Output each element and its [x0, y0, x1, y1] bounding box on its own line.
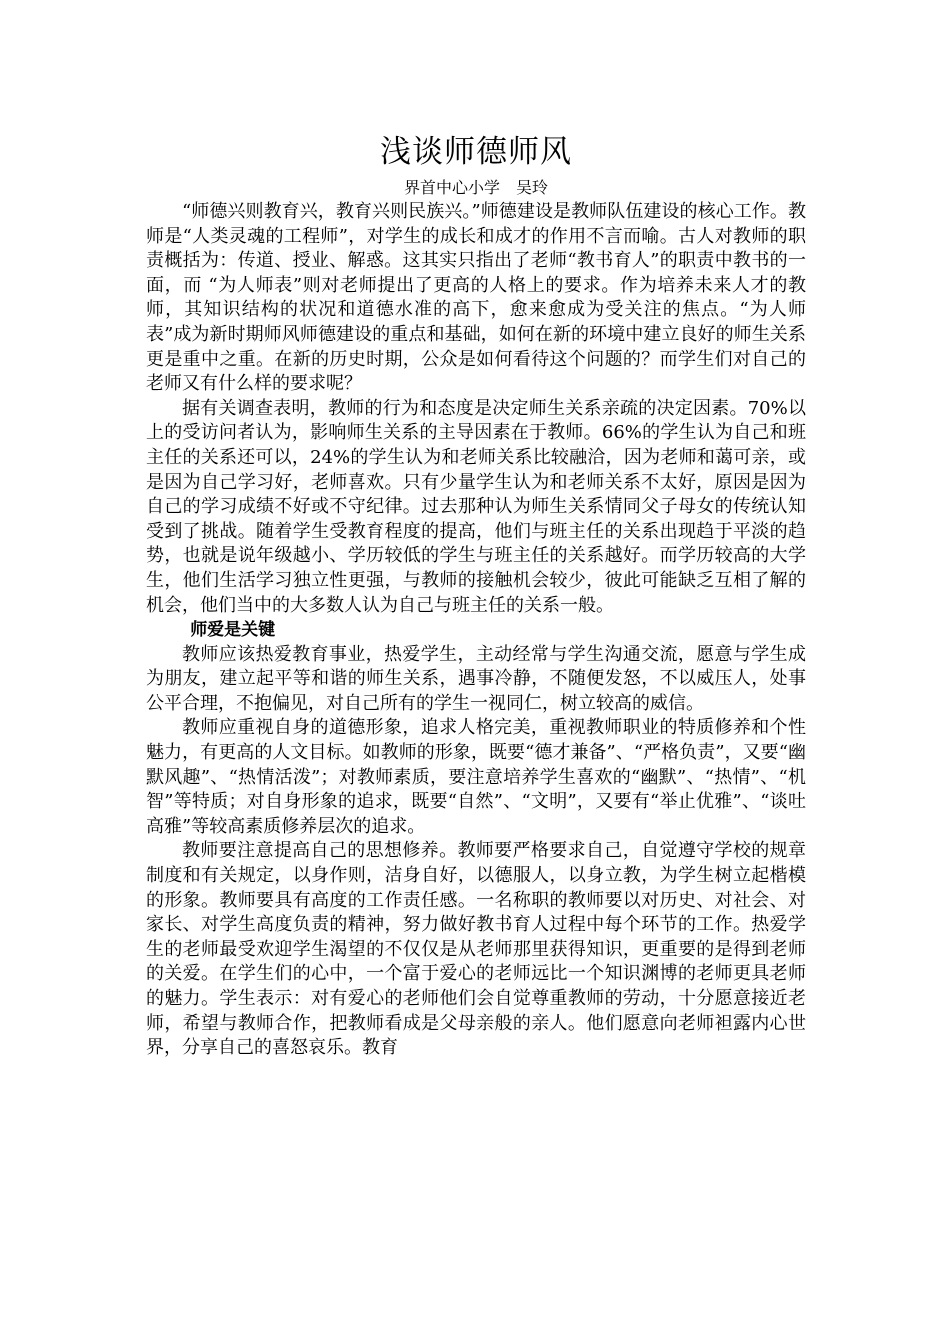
moral-image-paragraph: 教师应重视自身的道德形象，追求人格完美，重视教师职业的特质修养和个性魅力，有更高的人文目标。如教师的形象，既要“德才兼备”、“严格负责”，又要“幽默风趣”、“热情活泼”；对教师素质，要注意培养学生喜欢的“幽默”、“热情”、“机智”等特质；对自身形象的追求，既要“自然”、“文明”，又要有“举止优雅”、“谈吐高雅”等较高素质修养层次的追求。: [146, 717, 806, 837]
self-cultivation-paragraph: 教师要注意提高自己的思想修养。教师要严格要求自己，自觉遵守学校的规章制度和有关规定，以身作则，洁身自好，以德服人，以身立教，为学生树立起楷模的形象。教师要具有高度的工作责任感。一名称职的教师要以对历史、对社会、对家长、对学生高度负责的精神，努力做好教书育人过程中每个环节的工作。热爱学生的老师最受欢迎学生渴望的不仅仅是从老师那里获得知识，更重要的是得到老师的关爱。在学生们的心中，一个富于爱心的老师远比一个知识渊博的老师更具老师的魅力。学生表示：对有爱心的老师他们会自觉尊重教师的劳动，十分愿意接近老师，希望与教师合作，把教师看成是父母亲般的亲人。他们愿意向老师袒露内心世界，分享自己的喜怒哀乐。教育: [146, 840, 806, 1059]
section-heading: 师爱是关键: [190, 620, 276, 641]
intro-paragraph: “师德兴则教育兴，教育兴则民族兴。”师德建设是教师队伍建设的核心工作。教师是“人类灵魂的工程师”，对学生的成长和成才的作用不言而喻。古人对教师的职责概括为：传道、授业、解惑。这其实只指出了老师“教书育人”的职责中教书的一面，而 “为人师表”则对老师提出了更高的人格上的要求。作为培养未来人才的教师，其知识结构的状况和道德水准的高下，愈来愈成为受关注的焦点。“为人师表”成为新时期师风师德建设的重点和基础，如何在新的环境中建立良好的师生关系更是重中之重。在新的历史时期，公众是如何看待这个问题的？而学生们对自己的老师又有什么样的要求呢？: [146, 201, 806, 395]
author-byline: 界首中心小学 吴玲: [403, 178, 548, 197]
love-education-paragraph: 教师应该热爱教育事业，热爱学生，主动经常与学生沟通交流，愿意与学生成为朋友，建立起平等和谐的师生关系，遇事冷静，不随便发怒，不以威压人，处事公平合理，不抱偏见，对自己所有的学生一视同仁，树立较高的威信。: [146, 643, 806, 714]
survey-paragraph: 据有关调查表明，教师的行为和态度是决定师生关系亲疏的决定因素。70%以上的受访问者认为，影响师生关系的主导因素在于教师。66%的学生认为自己和班主任的关系还可以，24%的学生认为和老师关系比较融洽，因为老师和蔼可亲，或是因为自己学习好，老师喜欢。只有少量学生认为和老师关系不太好，原因是因为自己的学习成绩不好或不守纪律。过去那种认为师生关系情同父子母女的传统认知受到了挑战。随着学生受教育程度的提高，他们与班主任的关系出现趋于平淡的趋势，也就是说年级越小、学历较低的学生与班主任的关系越好。而学历较高的大学生，他们生活学习独立性更强，与教师的接触机会较少，彼此可能缺乏互相了解的机会，他们当中的大多数人认为自己与班主任的关系一般。: [146, 397, 806, 616]
document-page: [146, 128, 806, 1061]
document-title: 浅谈师德师风: [380, 134, 572, 170]
